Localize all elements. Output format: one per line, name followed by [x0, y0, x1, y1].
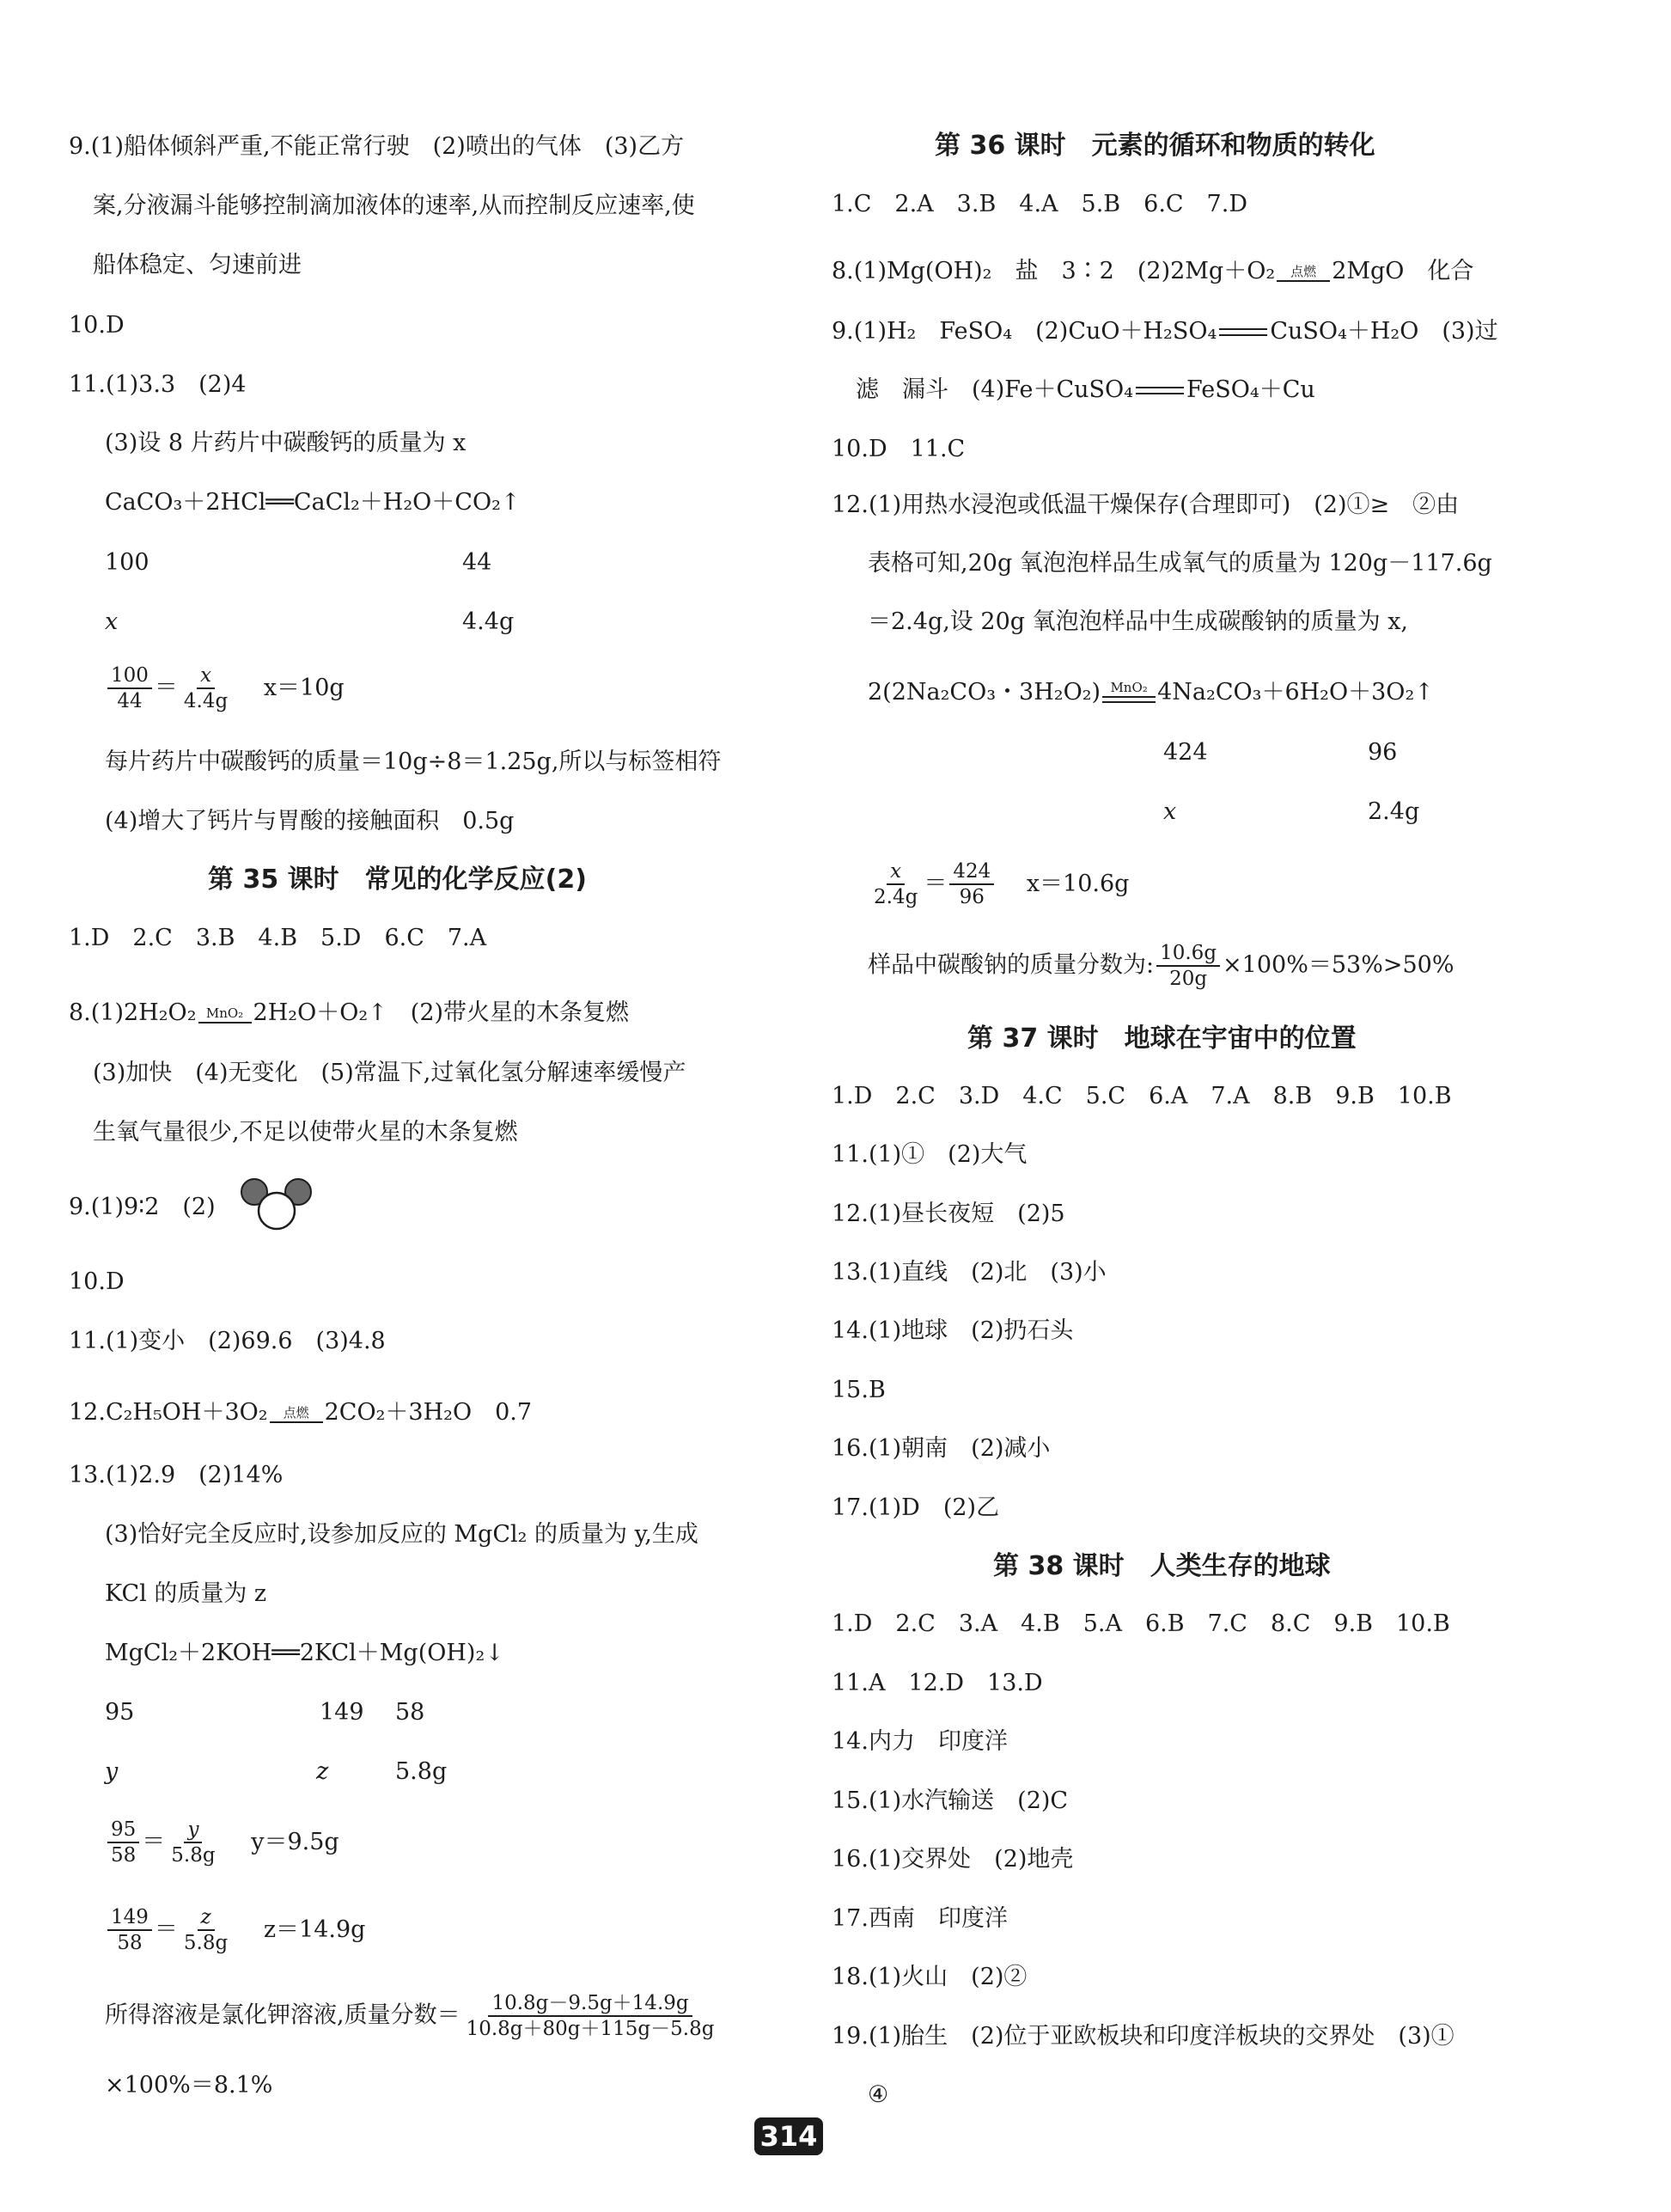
answer-38-19: 19.(1)胎生 (2)位于亚欧板块和印度洋板块的交界处 (3)① [832, 2023, 1455, 2050]
equals-sign [1219, 328, 1267, 336]
answer-35-8: 8.(1)2H₂O₂ MnO₂ 2H₂O＋O₂↑ (2)带火星的木条复燃 [69, 999, 630, 1026]
reaction-condition: 点燃 [270, 1406, 323, 1423]
answer-35-1: 1.D 2.C 3.B 4.B 5.D 6.C 7.A [69, 925, 487, 951]
answer-37-12: 12.(1)昼长夜短 (2)5 [832, 1201, 1065, 1227]
value-2-4g: 2.4g [1368, 798, 1420, 825]
answer-9-cont2: 船体稳定、匀速前进 [93, 252, 302, 278]
solution-percentage: 所得溶液是氯化钾溶液,质量分数＝ $\frac{10.8g-9.5g+14.9g}{10.8g+80g+115g-5.8g}$ [105, 1991, 720, 2041]
var-z: z [316, 1758, 329, 1785]
heading-lesson-36: 第 36 课时 元素的循环和物质的转化 [935, 131, 1375, 161]
answer-11-each: 每片药片中碳酸钙的质量＝10g÷8＝1.25g,所以与标签相符 [105, 749, 722, 775]
answer-37-15: 15.B [832, 1377, 886, 1403]
heading-lesson-38: 第 38 课时 人类生存的地球 [993, 1551, 1331, 1581]
answer-9: 9.(1)船体倾斜严重,不能正常行驶 (2)喷出的气体 (3)乙方 [69, 133, 685, 160]
answer-38-16: 16.(1)交界处 (2)地壳 [832, 1846, 1074, 1873]
equation-caco3: CaCO₃＋2HCl══CaCl₂＋H₂O＋CO₂↑ [105, 489, 521, 516]
fraction: $\frac{424}{96}$ [949, 859, 994, 909]
answer-35-13-3-cont: KCl 的质量为 z [105, 1580, 267, 1607]
heading-lesson-37: 第 37 课时 地球在宇宙中的位置 [967, 1024, 1357, 1054]
answer-35-10: 10.D [69, 1268, 125, 1295]
fraction: $\frac{x}{4.4g}$ [183, 664, 229, 712]
sodium-carbonate-percentage: 样品中碳酸钠的质量分数为: $\frac{10.6g}{20g}$ ×100%＝53%>50% [868, 942, 1455, 990]
answer-35-8-cont: (3)加快 (4)无变化 (5)常温下,过氧化氢分解速率缓慢产 [93, 1060, 686, 1086]
answer-10: 10.D [69, 312, 125, 339]
answer-9-cont: 案,分液漏斗能够控制滴加液体的速率,从而控制反应速率,使 [93, 192, 695, 219]
answer-11-4: (4)增大了钙片与胃酸的接触面积 0.5g [105, 808, 515, 834]
equation-sodium-percarbonate: 2(2Na₂CO₃・3H₂O₂) MnO₂ 4Na₂CO₃＋6H₂O＋3O₂↑ [868, 679, 1434, 706]
fraction: $\frac{100}{44}$ [107, 663, 152, 713]
answer-36-8: 8.(1)Mg(OH)₂ 盐 3∶2 (2)2Mg＋O₂ 点燃 2MgO 化合 [832, 258, 1474, 284]
answer-36-9-cont: 滤 漏斗 (4)Fe＋CuSO₄ FeSO₄＋Cu [856, 376, 1315, 403]
answer-38-14: 14.内力 印度洋 [832, 1728, 1008, 1755]
answer-37-14: 14.(1)地球 (2)扔石头 [832, 1317, 1074, 1344]
fraction: $\frac{z}{5.8g}$ [183, 1906, 229, 1954]
fraction: $\frac{10.6g}{20g}$ [1156, 941, 1220, 991]
answer-37-11: 11.(1)① (2)大气 [832, 1141, 1028, 1168]
fraction: $\frac{95}{58}$ [107, 1818, 139, 1867]
answer-37-17: 17.(1)D (2)乙 [832, 1494, 1000, 1521]
reaction-condition: 点燃 [1277, 265, 1330, 282]
mass-44: 44 [462, 549, 492, 576]
equation-mgcl2: MgCl₂＋2KOH══2KCl＋Mg(OH)₂↓ [105, 1640, 504, 1666]
mass-100: 100 [105, 549, 149, 576]
equals-sign [1136, 387, 1184, 394]
water-molecule-icon [239, 1174, 316, 1232]
answer-38-19-cont: ④ [868, 2081, 889, 2108]
answer-36-9: 9.(1)H₂ FeSO₄ (2)CuO＋H₂SO₄ CuSO₄＋H₂O (3)过 [832, 318, 1498, 345]
fraction: $\frac{10.8g-9.5g+14.9g}{10.8g+80g+115g-5.8g}$ [466, 1992, 715, 2040]
fraction: $\frac{y}{5.8g}$ [171, 1818, 216, 1867]
answer-35-8-cont2: 生氧气量很少,不足以使带火星的木条复燃 [93, 1119, 518, 1146]
reaction-condition: MnO₂ [1102, 681, 1156, 703]
proportion-11: $\frac{100}{44}$ ＝ $\frac{x}{4.4g}$ x＝10g [105, 663, 345, 713]
proportion-z: $\frac{149}{58}$ ＝ $\frac{z}{5.8g}$ z＝14.9g [105, 1905, 365, 1955]
reaction-condition: MnO₂ [198, 1006, 252, 1024]
answer-38-1: 1.D 2.C 3.A 4.B 5.A 6.B 7.C 8.C 9.B 10.B [832, 1610, 1450, 1637]
fraction: $\frac{x}{2.4g}$ [874, 860, 918, 908]
mass-95: 95 [105, 1699, 135, 1726]
answer-36-1: 1.C 2.A 3.B 4.A 5.B 6.C 7.D [832, 191, 1247, 217]
answer-38-17: 17.西南 印度洋 [832, 1905, 1008, 1932]
answer-38-18: 18.(1)火山 (2)② [832, 1964, 1028, 1990]
value-5-8g: 5.8g [395, 1758, 448, 1785]
answer-36-10: 10.D 11.C [832, 436, 966, 462]
var-x-right: x [1163, 798, 1177, 825]
answer-36-12: 12.(1)用热水浸泡或低温干燥保存(合理即可) (2)①≥ ②由 [832, 492, 1460, 518]
mass-58: 58 [395, 1699, 425, 1726]
answer-37-1: 1.D 2.C 3.D 4.C 5.C 6.A 7.A 8.B 9.B 10.B [832, 1083, 1452, 1109]
answer-36-12-cont: 表格可知,20g 氧泡泡样品生成氧气的质量为 120g－117.6g [868, 550, 1492, 577]
proportion-36: $\frac{x}{2.4g}$ ＝ $\frac{424}{96}$ x＝10.6g [868, 859, 1129, 909]
answer-35-13: 13.(1)2.9 (2)14% [69, 1462, 284, 1488]
page-number: 314 [754, 2117, 823, 2155]
answer-38-11: 11.A 12.D 13.D [832, 1670, 1043, 1696]
answer-35-12: 12.C₂H₅OH＋3O₂ 点燃 2CO₂＋3H₂O 0.7 [69, 1399, 533, 1426]
mass-149: 149 [320, 1699, 364, 1726]
answer-11-3: (3)设 8 片药片中碳酸钙的质量为 x [105, 430, 467, 456]
answer-35-11: 11.(1)变小 (2)69.6 (3)4.8 [69, 1328, 386, 1354]
answer-35-13-3: (3)恰好完全反应时,设参加反应的 MgCl₂ 的质量为 y,生成 [105, 1521, 698, 1548]
value-4-4g: 4.4g [462, 608, 515, 635]
answer-35-9: 9.(1)9∶2 (2) [69, 1194, 216, 1220]
mass-424: 424 [1163, 739, 1208, 766]
answer-38-15: 15.(1)水汽输送 (2)C [832, 1787, 1069, 1814]
answer-37-16: 16.(1)朝南 (2)减小 [832, 1435, 1051, 1462]
var-y: y [105, 1758, 119, 1785]
answer-37-13: 13.(1)直线 (2)北 (3)小 [832, 1259, 1107, 1286]
mass-96: 96 [1368, 739, 1398, 766]
solution-result: ×100%＝8.1% [105, 2072, 273, 2099]
heading-lesson-35: 第 35 课时 常见的化学反应(2) [208, 865, 587, 895]
answer-36-12-cont2: ＝2.4g,设 20g 氧泡泡样品中生成碳酸钠的质量为 x, [868, 608, 1409, 635]
answer-11: 11.(1)3.3 (2)4 [69, 371, 247, 398]
var-x: x [105, 608, 119, 635]
fraction: $\frac{149}{58}$ [107, 1905, 152, 1955]
proportion-y: $\frac{95}{58}$ ＝ $\frac{y}{5.8g}$ y＝9.5g [105, 1818, 339, 1867]
